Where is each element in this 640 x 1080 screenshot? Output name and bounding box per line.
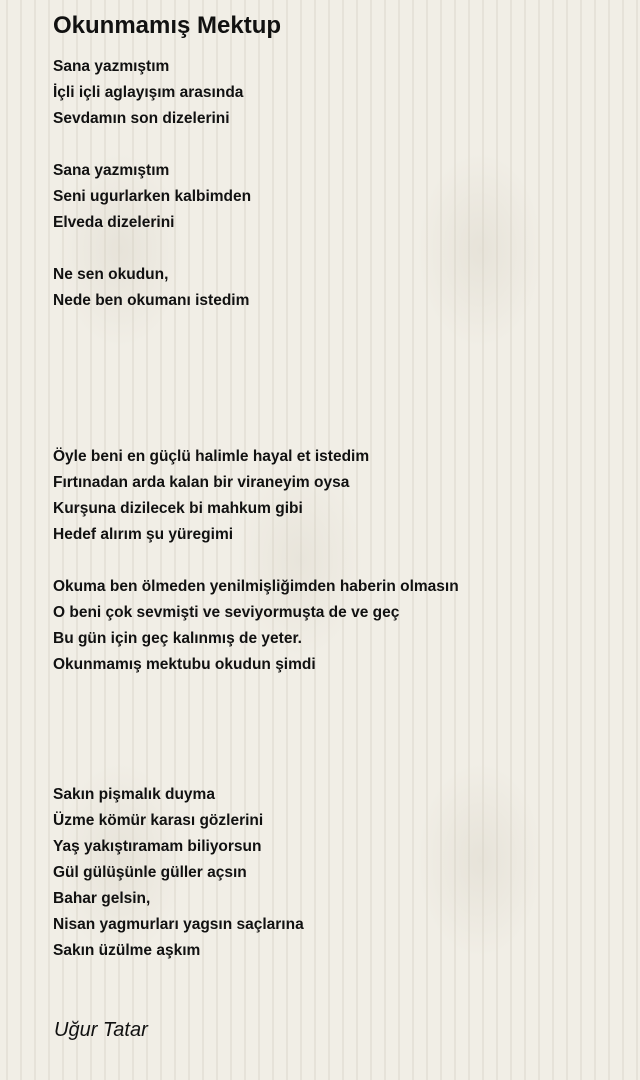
poem-line: Seni ugurlarken kalbimden [53,188,252,205]
poem-line: Nede ben okumanı istedim [53,292,250,309]
poem-title: Okunmamış Mektup [53,12,282,39]
poem-line: Yaş yakıştıramam biliyorsun [53,838,262,855]
poem-line: Sakın üzülme aşkım [53,942,201,959]
poem-line-blank [53,314,613,340]
poem-line-blank [53,132,613,158]
poem-line-blank [53,678,613,704]
poem-line: Okunmamış mektubu okudun şimdi [53,656,316,673]
poem-line: Okuma ben ölmeden yenilmişliğimden haberin olmasın [53,578,459,595]
poem-line-blank [53,340,613,366]
poem-line: Sakın pişmalık duyma [53,786,215,803]
poem-line: İçli içli aglayışım arasında [53,84,244,101]
poem-line: Sevdamın son dizelerini [53,110,230,127]
poem-line: Bu gün için geç kalınmış de yeter. [53,630,302,647]
poem-line-blank [53,418,613,444]
poem-line-blank [53,730,613,756]
poem-line: Kurşuna dizilecek bi mahkum gibi [53,500,303,517]
poem-line: Üzme kömür karası gözlerini [53,812,264,829]
poem-line: Nisan yagmurları yagsın saçlarına [53,916,304,933]
poem-line-blank [53,392,613,418]
poem-body [53,54,613,964]
poem-line: Bahar gelsin, [53,890,151,907]
poem-line-blank [53,366,613,392]
poem-line-blank [53,548,613,574]
poem-line: O beni çok sevmişti ve seviyormuşta de ve geç [53,604,400,621]
poem-line-blank [53,236,613,262]
poem-line-blank [53,704,613,730]
poem-line: Gül gülüşünle güller açsın [53,864,247,881]
poem-line: Sana yazmıştım [53,162,170,179]
poem-line-blank [53,756,613,782]
poem-line: Ne sen okudun, [53,266,169,283]
poem-line: Elveda dizelerini [53,214,175,231]
poem-line: Öyle beni en güçlü halimle hayal et istedim [53,448,370,465]
poem-line: Sana yazmıştım [53,58,170,75]
poem-line: Hedef alırım şu yüregimi [53,526,234,543]
poem-author: Uğur Tatar [54,1019,148,1041]
poem-line: Fırtınadan arda kalan bir viraneyim oysa [53,474,350,491]
